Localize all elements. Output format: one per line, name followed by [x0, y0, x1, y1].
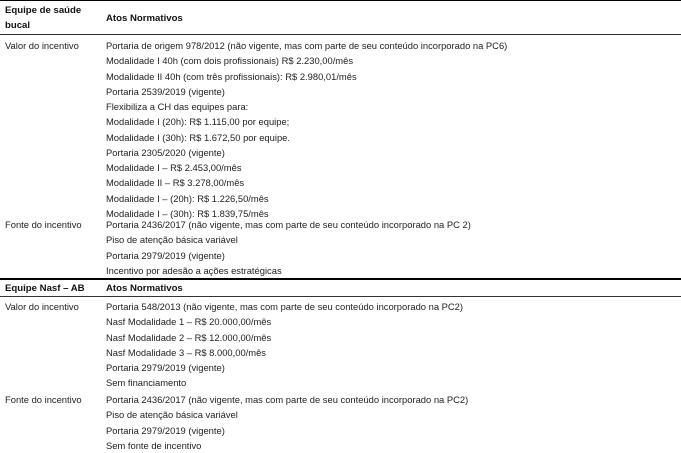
section1-row1-line: Modalidade I (30h): R$ 1.672,50 por equipe. — [106, 131, 290, 143]
section2-row2-line: Portaria 2979/2019 (vigente) — [106, 424, 225, 436]
section1-row2-line: Incentivo por adesão a ações estratégicas — [106, 264, 282, 276]
section1-row2-label: Fonte do incentivo — [5, 219, 82, 230]
section1-row1-line: Modalidade I (20h): R$ 1.115,00 por equipe; — [106, 116, 290, 128]
section1-row1-lines — [106, 38, 507, 221]
section2-row1-line: Nasf Modalidade 2 – R$ 12.000,00/mês — [106, 331, 272, 343]
section2-row2-label: Fonte do incentivo — [5, 394, 82, 405]
section1-row1-line: Flexibiliza a CH das equipes para: — [106, 101, 249, 112]
section2-row2-line: Piso de atenção básica variável — [106, 409, 238, 421]
section1-header-team-line2: bucal — [5, 20, 31, 32]
section1-header-team-line1: Equipe de saúde — [5, 5, 82, 16]
section1-header-rule — [0, 34, 681, 35]
section2-row1-line: Nasf Modalidade 3 – R$ 8.000,00/mês — [106, 346, 266, 358]
section2-row1-line: Portaria 548/2013 (não vigente, mas com parte de seu conteúdo incorporado na PC2) — [106, 301, 463, 312]
section2-header-rule — [0, 296, 681, 297]
section1-row1-line: Portaria de origem 978/2012 (não vigente, mas com parte de seu conteúdo incorporado na PC6) — [106, 40, 508, 51]
section2-row1-line: Nasf Modalidade 1 – R$ 20.000,00/mês — [106, 316, 272, 328]
section1-row1-line: Modalidade I – (30h): R$ 1.839,75/mês — [106, 207, 269, 219]
section1-row2-line: Portaria 2436/2017 (não vigente, mas com parte de seu conteúdo incorporado na PC 2) — [106, 219, 471, 230]
section2-row1-label: Valor do incentivo — [5, 301, 79, 312]
section1-row2-line: Portaria 2979/2019 (vigente) — [106, 249, 225, 261]
section1-row1-line: Modalidade I – R$ 2.453,00/mês — [106, 162, 242, 173]
section1-row2-lines — [106, 217, 471, 278]
section1-row1-label: Valor do incentivo — [5, 40, 79, 51]
section2-row1-line: Portaria 2979/2019 (vigente) — [106, 362, 225, 373]
section1-row1-line: Modalidade I – (20h): R$ 1.226,50/mês — [106, 192, 269, 204]
section2-row1-lines — [106, 299, 463, 391]
section1-row1-line: Portaria 2305/2020 (vigente) — [106, 146, 225, 158]
section1-row1-line: Modalidade II 40h (com três profissionais): R$ 2.980,01/mês — [106, 70, 357, 82]
section2-header-team: Equipe Nasf – AB — [5, 283, 85, 294]
section2-row2-line: Portaria 2436/2017 (não vigente, mas com parte de seu conteúdo incorporado na PC2) — [106, 394, 469, 405]
section2-row1-line: Sem financiamento — [106, 377, 187, 389]
section1-row2-line: Piso de atenção básica variável — [106, 234, 238, 246]
top-rule — [0, 0, 681, 1]
section2-header-acts: Atos Normativos — [106, 283, 183, 294]
section1-row1-line: Modalidade II – R$ 3.278,00/mês — [106, 177, 245, 189]
section1-row1-line: Modalidade I 40h (com dois profissionais) R$ 2.230,00/mês — [106, 55, 354, 67]
section1-header-acts: Atos Normativos — [106, 13, 183, 24]
section1-row1-line: Portaria 2539/2019 (vigente) — [106, 85, 225, 97]
section-divider-rule — [0, 278, 681, 280]
section1-header-team — [5, 3, 81, 34]
section2-row2-lines — [106, 392, 468, 453]
section2-row2-line: Sem fonte de incentivo — [106, 439, 202, 451]
